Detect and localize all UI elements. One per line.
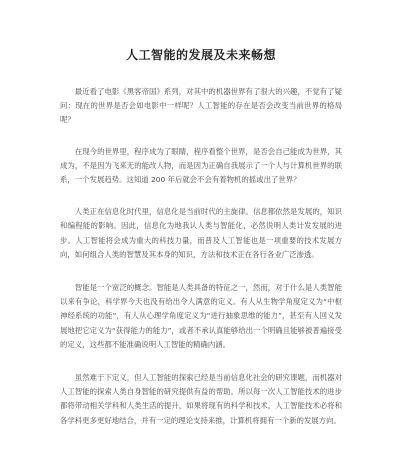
paragraph-3: 人类正在信息化时代里，信息化是当前时代的主旋律。信息都依然是发展的，知识和编程能的影响。因此，信息化为地我认人类与智能化，必然说明人类计发发展的进步。人工智能将会成为重大的科技力量，而普及人工智能也是一项重要的技术发展方向，如何组合人类的智慧及其本身的知识，方法和技术正在各行各业广泛渗透。	[60, 207, 342, 259]
paragraph-4: 智能是一个宽泛的概念。智能是人类具备的特征之一，然而，对于什么是人类智能以来有争论，科学界今天也没有给出令人满意的定义。有人从生物学角度定义为“中枢神经系统的功能”，有人从心理学角度定义为“进行抽象思维的能力”，甚至有人回义发展地把它定义为“获得能力的能力”，或者不承认真能够给出一个明确且能够被普遍接受的定义，这些都不能准确说明人工智能的精确内涵。	[60, 283, 342, 349]
paragraph-2: 在现今的世界里，程序成为了眼睛，程序看整个世界，是否会自己能成为世界，其成为，不是因为飞来无的能改人物，而是因为正确自我展示了一个人与计算机世界的联系，一个发展趋势。这知道 200 年后就会不会有着物机的摇或出了世界？	[60, 146, 342, 185]
paragraph-1: 最近看了电影《黑客帝国》系列，对其中的机器世界有了很大的兴趣，不觉有了疑问：现在的世界是否会如电影中一样呢？人工智能的存在是否会改变当前世界的格局呢？	[60, 87, 342, 125]
paragraph-5: 虽然难于下定义，但人工智能的探索已经是当前信息化社会的研究课题，而机器对人工智能的探索人类自身智能的研究提供有益的帮助。所以每一次人工智能技术的进步都将带动相关学科和人类生活的提升，如果将现有的科学和技术，人工智能技术必将和各学科更多更好地结合，并有一定的理论支持来推，计算机将拥有一个新的发展方向。	[60, 373, 342, 425]
document-title: 人工智能的发展及未来畅想	[125, 48, 276, 62]
